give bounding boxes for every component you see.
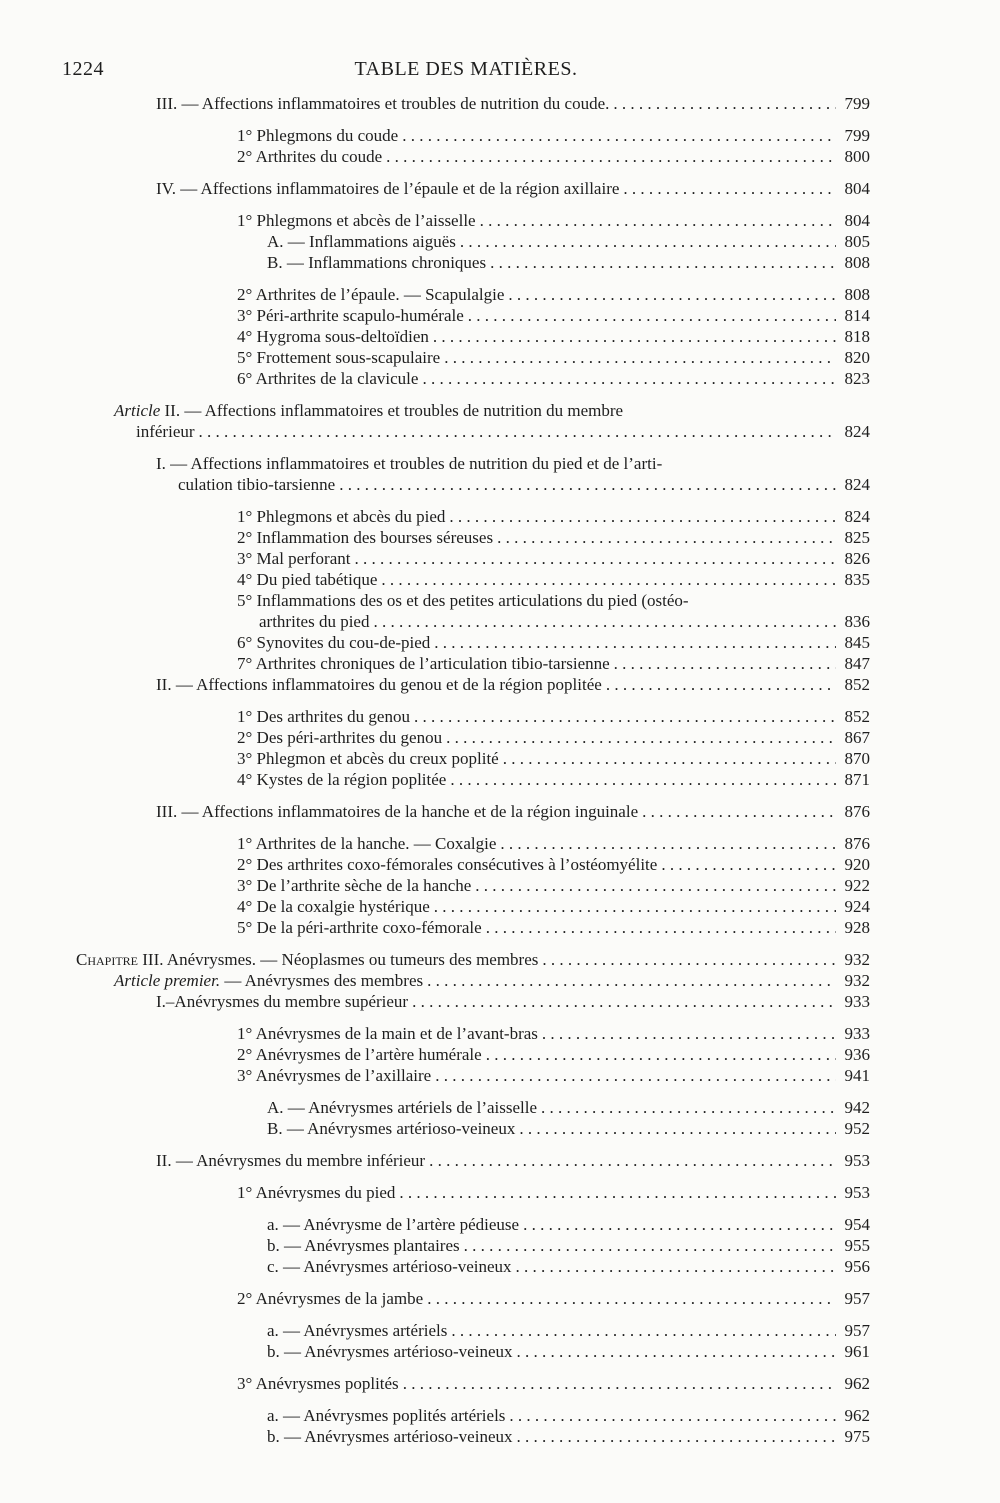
dot-leader <box>490 252 836 273</box>
dot-leader <box>460 231 836 252</box>
entry-title: III. — Affections inflammatoires et troubles de nutrition du coude. <box>156 94 610 113</box>
dot-leader <box>373 611 836 632</box>
toc-entry <box>237 569 870 590</box>
entry-page-number: 818 <box>844 327 870 346</box>
toc-entry <box>237 527 870 548</box>
entry-title: B. — Anévrysmes artérioso-veineux <box>267 1119 516 1138</box>
toc-entry <box>267 1214 870 1235</box>
dot-leader <box>414 706 836 727</box>
entry-page-number: 804 <box>844 211 870 230</box>
dot-leader <box>434 896 836 917</box>
toc-entry <box>237 506 870 527</box>
entry-page-number: 804 <box>844 179 870 198</box>
entry-page-number: 808 <box>844 253 870 272</box>
entry-page-number: 823 <box>844 369 870 388</box>
dot-leader <box>516 1256 836 1277</box>
entry-page-number: 876 <box>844 834 870 853</box>
entry-page-number: 924 <box>844 897 870 916</box>
toc-entry <box>156 801 870 822</box>
entry-title: 1° Anévrysmes de la main et de l’avant-bras <box>237 1024 538 1043</box>
entry-title: 3° Mal perforant <box>237 549 351 568</box>
toc-entry <box>237 632 870 653</box>
entry-title: b. — Anévrysmes plantaires <box>267 1236 460 1255</box>
dot-leader <box>449 506 836 527</box>
dot-leader <box>464 1235 836 1256</box>
entry-title: 1° Arthrites de la hanche. — Coxalgie <box>237 834 497 853</box>
dot-leader <box>354 548 836 569</box>
toc-entry <box>237 1288 870 1309</box>
toc-entry <box>156 991 870 1012</box>
toc-entry <box>267 252 870 273</box>
dot-leader <box>508 284 836 305</box>
toc-entry <box>237 896 870 917</box>
toc-entry <box>237 284 870 305</box>
entry-page-number: 933 <box>844 992 870 1011</box>
entry-page-number: 922 <box>844 876 870 895</box>
entry-page-number: 954 <box>844 1215 870 1234</box>
entry-page-number: 955 <box>844 1236 870 1255</box>
entry-page-number: 824 <box>844 507 870 526</box>
entry-page-number: 957 <box>844 1321 870 1340</box>
entry-title: a. — Anévrysme de l’artère pédieuse <box>267 1215 520 1234</box>
entry-title: 2° Des péri-arthrites du genou <box>237 728 443 747</box>
entry-title: 3° Anévrysmes de l’axillaire <box>237 1066 432 1085</box>
entry-page-number: 957 <box>844 1289 870 1308</box>
entry-title: 1° Phlegmons et abcès du pied <box>237 507 446 526</box>
dot-leader <box>451 1320 836 1341</box>
toc-entry <box>237 347 870 368</box>
toc-entry <box>267 231 870 252</box>
entry-title: 2° Anévrysmes de la jambe <box>237 1289 424 1308</box>
dot-leader <box>509 1405 836 1426</box>
dot-leader <box>399 1182 836 1203</box>
dot-leader <box>642 801 836 822</box>
entry-title: 4° Hygroma sous-deltoïdien <box>237 327 429 346</box>
dot-leader <box>486 1044 836 1065</box>
entry-page-number: 799 <box>844 126 870 145</box>
toc-entry <box>237 854 870 875</box>
toc-entry <box>237 305 870 326</box>
entry-page-number: 799 <box>844 94 870 113</box>
entry-page-number: 942 <box>844 1098 870 1117</box>
entry-title: 4° De la coxalgie hystérique <box>237 897 430 916</box>
dot-leader <box>661 854 836 875</box>
toc-entry <box>267 1341 870 1362</box>
toc-entry <box>237 368 870 389</box>
entry-title-continuation: arthrites du pied <box>259 612 370 631</box>
entry-page-number: 952 <box>844 1119 870 1138</box>
toc-entry <box>237 1023 870 1044</box>
dot-leader <box>446 727 836 748</box>
entry-page-number: 808 <box>844 285 870 304</box>
entry-page-number: 961 <box>844 1342 870 1361</box>
entry-title: 2° Des arthrites coxo-fémorales consécutives à l’ostéomyélite <box>237 855 658 874</box>
dot-leader <box>403 1373 836 1394</box>
toc-entry <box>237 326 870 347</box>
entry-page-number: 825 <box>844 528 870 547</box>
entry-title: 2° Anévrysmes de l’artère humérale <box>237 1045 482 1064</box>
toc-entry <box>114 400 870 442</box>
entry-page-number: 845 <box>844 633 870 652</box>
entry-page-number: 814 <box>844 306 870 325</box>
entry-page-number: 836 <box>844 612 870 631</box>
toc-entry <box>267 1426 870 1447</box>
toc-entry <box>76 949 870 970</box>
entry-title: A. — Anévrysmes artériels de l’aisselle <box>267 1098 538 1117</box>
page-header <box>62 58 870 88</box>
toc-entry <box>156 453 870 495</box>
toc-entry <box>237 706 870 727</box>
entry-page-number: 953 <box>844 1151 870 1170</box>
entry-page-number: 933 <box>844 1024 870 1043</box>
entry-page-number: 928 <box>844 918 870 937</box>
entry-page-number: 824 <box>844 475 870 494</box>
entry-title: 7° Arthrites chroniques de l’articulation tibio-tarsienne <box>237 654 610 673</box>
entry-title: A. — Inflammations aiguës <box>267 232 456 251</box>
entry-title: 1° Anévrysmes du pied <box>237 1183 396 1202</box>
dot-leader <box>542 1023 836 1044</box>
entry-page-number: 962 <box>844 1406 870 1425</box>
entry-title-continuation: inférieur <box>136 422 195 441</box>
toc-entry <box>267 1256 870 1277</box>
toc-entry <box>237 727 870 748</box>
toc-entry <box>267 1405 870 1426</box>
table-of-contents <box>62 93 870 1447</box>
entry-page-number: 852 <box>844 707 870 726</box>
entry-page-number: 962 <box>844 1374 870 1393</box>
dot-leader <box>623 178 836 199</box>
entry-title: 5° Inflammations des os et des petites articulations du pied (ostéo- <box>237 591 689 610</box>
entry-page-number: 852 <box>844 675 870 694</box>
entry-page-number: 870 <box>844 749 870 768</box>
entry-page-number: 953 <box>844 1183 870 1202</box>
dot-leader <box>517 1341 837 1362</box>
entry-lead: Article premier. <box>114 971 221 990</box>
dot-leader <box>386 146 836 167</box>
entry-page-number: 847 <box>844 654 870 673</box>
entry-title: III. Anévrysmes. — Néoplasmes ou tumeurs des membres <box>138 950 539 969</box>
toc-entry <box>237 590 870 632</box>
toc-entry <box>237 875 870 896</box>
entry-title: b. — Anévrysmes artérioso-veineux <box>267 1427 513 1446</box>
page-number: 1224 <box>62 58 104 80</box>
toc-entry <box>237 653 870 674</box>
entry-title: 4° Kystes de la région poplitée <box>237 770 447 789</box>
entry-lead: Article <box>114 401 161 420</box>
toc-entry <box>237 1373 870 1394</box>
entry-page-number: 932 <box>844 950 870 969</box>
dot-leader <box>500 833 836 854</box>
entry-page-number: 936 <box>844 1045 870 1064</box>
entry-page-number: 824 <box>844 422 870 441</box>
entry-title: b. — Anévrysmes artérioso-veineux <box>267 1342 513 1361</box>
entry-page-number: 867 <box>844 728 870 747</box>
dot-leader <box>412 991 836 1012</box>
entry-title: II. — Affections inflammatoires et troubles de nutrition du membre <box>160 401 624 420</box>
toc-entry <box>267 1320 870 1341</box>
entry-title: I. — Affections inflammatoires et troubles de nutrition du pied et de l’arti- <box>156 454 663 473</box>
entry-page-number: 835 <box>844 570 870 589</box>
dot-leader <box>606 674 836 695</box>
entry-title: B. — Inflammations chroniques <box>267 253 487 272</box>
entry-title: 4° Du pied tabétique <box>237 570 378 589</box>
toc-entry <box>156 178 870 199</box>
toc-entry <box>237 146 870 167</box>
toc-entry <box>114 970 870 991</box>
dot-leader <box>503 748 836 769</box>
entry-title: 5° De la péri-arthrite coxo-fémorale <box>237 918 482 937</box>
dot-leader <box>468 305 836 326</box>
entry-title: II. — Anévrysmes du membre inférieur <box>156 1151 426 1170</box>
entry-title: a. — Anévrysmes poplités artériels <box>267 1406 506 1425</box>
toc-entry <box>237 1044 870 1065</box>
dot-leader <box>427 1288 836 1309</box>
toc-entry <box>156 674 870 695</box>
entry-page-number: 975 <box>844 1427 870 1446</box>
dot-leader <box>486 917 836 938</box>
dot-leader <box>480 210 836 231</box>
entry-title: 2° Arthrites de l’épaule. — Scapulalgie <box>237 285 505 304</box>
entry-title: 3° Péri-arthrite scapulo-humérale <box>237 306 464 325</box>
entry-title-continuation: culation tibio-tarsienne <box>178 475 336 494</box>
dot-leader <box>429 1150 836 1171</box>
entry-title: 6° Synovites du cou-de-pied <box>237 633 431 652</box>
toc-entry <box>237 210 870 231</box>
entry-title: c. — Anévrysmes artérioso-veineux <box>267 1257 512 1276</box>
entry-title: 2° Arthrites du coude <box>237 147 383 166</box>
entry-page-number: 876 <box>844 802 870 821</box>
entry-page-number: 800 <box>844 147 870 166</box>
entry-title: 1° Phlegmons du coude <box>237 126 399 145</box>
toc-entry <box>237 1065 870 1086</box>
toc-entry <box>237 548 870 569</box>
dot-leader <box>541 1097 836 1118</box>
dot-leader <box>613 93 836 114</box>
entry-lead: Chapitre <box>76 950 139 969</box>
entry-title: 3° Phlegmon et abcès du creux poplité <box>237 749 499 768</box>
toc-entry <box>267 1118 870 1139</box>
dot-leader <box>542 949 836 970</box>
entry-title: 6° Arthrites de la clavicule <box>237 369 419 388</box>
dot-leader <box>523 1214 836 1235</box>
toc-entry <box>237 1182 870 1203</box>
entry-title: 3° De l’arthrite sèche de la hanche <box>237 876 472 895</box>
entry-page-number: 805 <box>844 232 870 251</box>
entry-page-number: 932 <box>844 971 870 990</box>
toc-entry <box>237 769 870 790</box>
toc-entry <box>267 1235 870 1256</box>
entry-page-number: 920 <box>844 855 870 874</box>
dot-leader <box>402 125 836 146</box>
toc-entry <box>156 1150 870 1171</box>
entry-title: 1° Des arthrites du genou <box>237 707 410 726</box>
toc-entry <box>267 1097 870 1118</box>
dot-leader <box>435 1065 836 1086</box>
dot-leader <box>614 653 836 674</box>
entry-page-number: 826 <box>844 549 870 568</box>
entry-page-number: 956 <box>844 1257 870 1276</box>
dot-leader <box>444 347 836 368</box>
dot-leader <box>434 632 836 653</box>
dot-leader <box>381 569 836 590</box>
entry-title: 5° Frottement sous-scapulaire <box>237 348 441 367</box>
toc-entry <box>237 125 870 146</box>
entry-title: — Anévrysmes des membres <box>220 971 424 990</box>
entry-page-number: 941 <box>844 1066 870 1085</box>
dot-leader <box>450 769 836 790</box>
entry-title: 2° Inflammation des bourses séreuses <box>237 528 494 547</box>
dot-leader <box>497 527 836 548</box>
entry-title: III. — Affections inflammatoires de la hanche et de la région inguinale <box>156 802 639 821</box>
entry-title: IV. — Affections inflammatoires de l’épaule et de la région axillaire <box>156 179 620 198</box>
dot-leader <box>199 421 836 442</box>
dot-leader <box>433 326 836 347</box>
dot-leader <box>475 875 836 896</box>
entry-page-number: 820 <box>844 348 870 367</box>
toc-entry <box>237 833 870 854</box>
toc-entry <box>156 93 870 114</box>
toc-entry <box>237 748 870 769</box>
entry-title: a. — Anévrysmes artériels <box>267 1321 448 1340</box>
toc-entry <box>237 917 870 938</box>
entry-title: I.–Anévrysmes du membre supérieur <box>156 992 409 1011</box>
dot-leader <box>339 474 836 495</box>
dot-leader <box>422 368 836 389</box>
running-title: TABLE DES MATIÈRES. <box>354 58 578 80</box>
dot-leader <box>427 970 836 991</box>
entry-page-number: 871 <box>844 770 870 789</box>
entry-title: 3° Anévrysmes poplités <box>237 1374 399 1393</box>
entry-title: 1° Phlegmons et abcès de l’aisselle <box>237 211 476 230</box>
dot-leader <box>519 1118 836 1139</box>
dot-leader <box>517 1426 837 1447</box>
entry-title: II. — Affections inflammatoires du genou et de la région poplitée <box>156 675 602 694</box>
